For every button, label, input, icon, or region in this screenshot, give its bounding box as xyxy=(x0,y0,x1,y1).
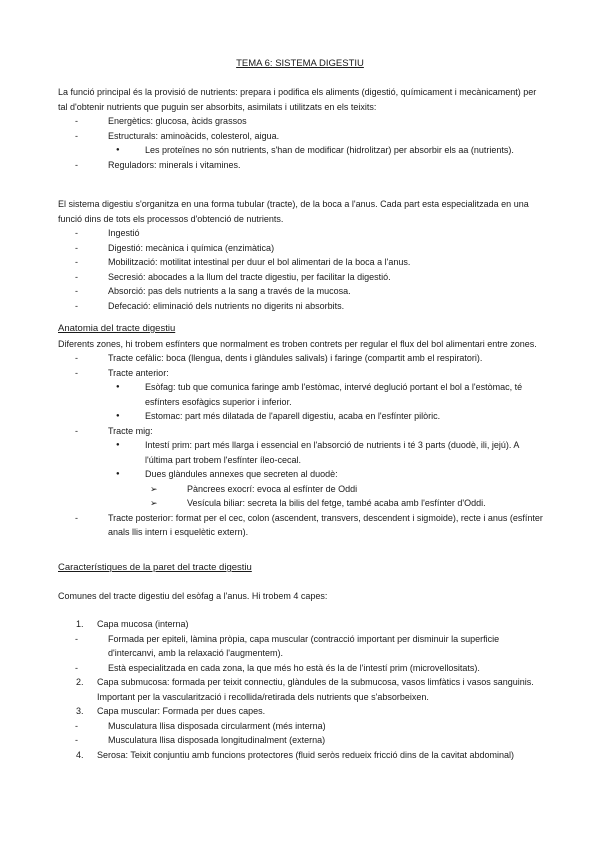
list-item: - Estructurals: aminoàcids, colesterol, aigua. xyxy=(58,129,548,144)
list-item: ● Estomac: part més dilatada de l'aparell digestiu, acaba en l'esfínter pilòric. xyxy=(58,409,548,424)
wall-heading: Característiques de la paret del tracte digestiu xyxy=(58,562,252,573)
anatomy-section xyxy=(58,322,548,540)
list-item: - Musculatura llisa disposada longitudinalment (externa) xyxy=(58,733,548,748)
list-item: - Tracte cefàlic: boca (llengua, dents i glàndules salivals) i faringe (compartit amb el respiratori). xyxy=(58,351,548,366)
list-item: ➢ Vesícula biliar: secreta la bilis del fetge, també acaba amb l'esfínter d'Oddi. xyxy=(58,496,548,511)
list-item: - Formada per epiteli, làmina pròpia, capa muscular (contracció important per disminuir la superficie d'intercanvi, amb la relaxació l'augmentem). xyxy=(58,632,548,661)
wall-section xyxy=(58,561,548,762)
list-item: - Absorció: pas dels nutrients a la sang a través de la mucosa. xyxy=(58,284,548,299)
list-item: - Tracte mig: xyxy=(58,424,548,439)
item-text: Capa submucosa: formada per teixit connectiu, glàndules de la submucosa, vasos limfàtics i vasos sanguinis. Important per la vascularització i recollida/retirada dels nutrients que s'absorbeixen. xyxy=(97,677,534,702)
list-item: - Tracte anterior: xyxy=(58,366,548,381)
item-number: 4. xyxy=(76,749,84,760)
intro-section xyxy=(58,85,548,172)
anatomy-paragraph: Diferents zones, hi trobem esfínters que normalment es troben contrets per regular el flux del bol alimentari entre zones. xyxy=(58,338,537,349)
numbered-item xyxy=(58,704,548,719)
list-item: - Energètics: glucosa, àcids grassos xyxy=(58,114,548,129)
wall-paragraph: Comunes del tracte digestiu del esòfag a l'anus. Hi trobem 4 capes: xyxy=(58,590,328,601)
item-text: Capa mucosa (interna) xyxy=(97,619,189,629)
list-item: ● Les proteïnes no són nutrients, s'han de modificar (hidrolitzar) per absorbir els aa (nutrients). xyxy=(58,143,548,158)
intro-paragraph: La funció principal és la provisió de nutrients: prepara i podifica els aliments (digestió, químicament i mecànicament) per tal d'obtenir nutrients que puguin ser absorbits, asimilats i utilitzats en els teixits: xyxy=(58,87,537,112)
list-item: ● Dues glàndules annexes que secreten al duodè: xyxy=(58,467,548,482)
list-item: ● Intestí prim: part més llarga i essencial en l'absorció de nutrients i té 3 parts (duodè, ili, jejú). A l'última part trobem l'esfínter íleo-cecal. xyxy=(58,438,548,467)
list-item: - Secresió: abocades a la llum del tracte digestiu, per facilitar la digestió. xyxy=(58,270,548,285)
numbered-item xyxy=(58,748,548,763)
list-item: - Tracte posterior: format per el cec, colon (ascendent, transvers, descendent i sigmoide), recte i anus (esfínter anals llis intern i esquelètic extern). xyxy=(58,511,548,540)
numbered-item xyxy=(58,675,548,704)
system-section xyxy=(58,197,548,313)
list-item: - Digestió: mecànica i química (enzimàtica) xyxy=(58,241,548,256)
numbered-item xyxy=(58,617,548,632)
item-number: 3. xyxy=(76,706,84,716)
system-paragraph: El sistema digestiu s'organitza en una forma tubular (tracte), de la boca a l'anus. Cada part esta especialitzada en una funció dins de tots els processos d'obtenció de nutrients. xyxy=(58,199,529,224)
anatomy-heading: Anatomia del tracte digestiu xyxy=(58,323,176,334)
list-item: - Musculatura llisa disposada circularment (més interna) xyxy=(58,719,548,734)
list-item: - Mobilització: motilitat intestinal per duur el bol alimentari de la boca a l'anus. xyxy=(58,255,548,270)
item-text: Capa muscular: Formada per dues capes. xyxy=(97,706,266,716)
list-item: - Està especialitzada en cada zona, la que més ho està és la de l'intestí prim (microvellositats). xyxy=(58,661,548,676)
list-item: ➢ Pàncrees exocrí: evoca al esfínter de Oddi xyxy=(58,482,548,497)
list-item: - Reguladors: minerals i vitamines. xyxy=(58,158,548,173)
list-item: - Ingestió xyxy=(58,226,548,241)
item-number: 1. xyxy=(76,619,84,629)
page-title: TEMA 6: SISTEMA DIGESTIU xyxy=(236,58,364,69)
list-item: - Defecació: eliminació dels nutrients no digerits ni absorbits. xyxy=(58,299,548,314)
item-number: 2. xyxy=(76,677,84,687)
list-item: ● Esòfag: tub que comunica faringe amb l'estòmac, intervé deglució portant el bol a l'estòmac, té esfínters esofàgics superior i inferior. xyxy=(58,380,548,409)
item-text: Serosa: Teixit conjuntiu amb funcions protectores (fluid seròs redueix fricció dins de la cavitat abdominal) xyxy=(97,749,515,760)
